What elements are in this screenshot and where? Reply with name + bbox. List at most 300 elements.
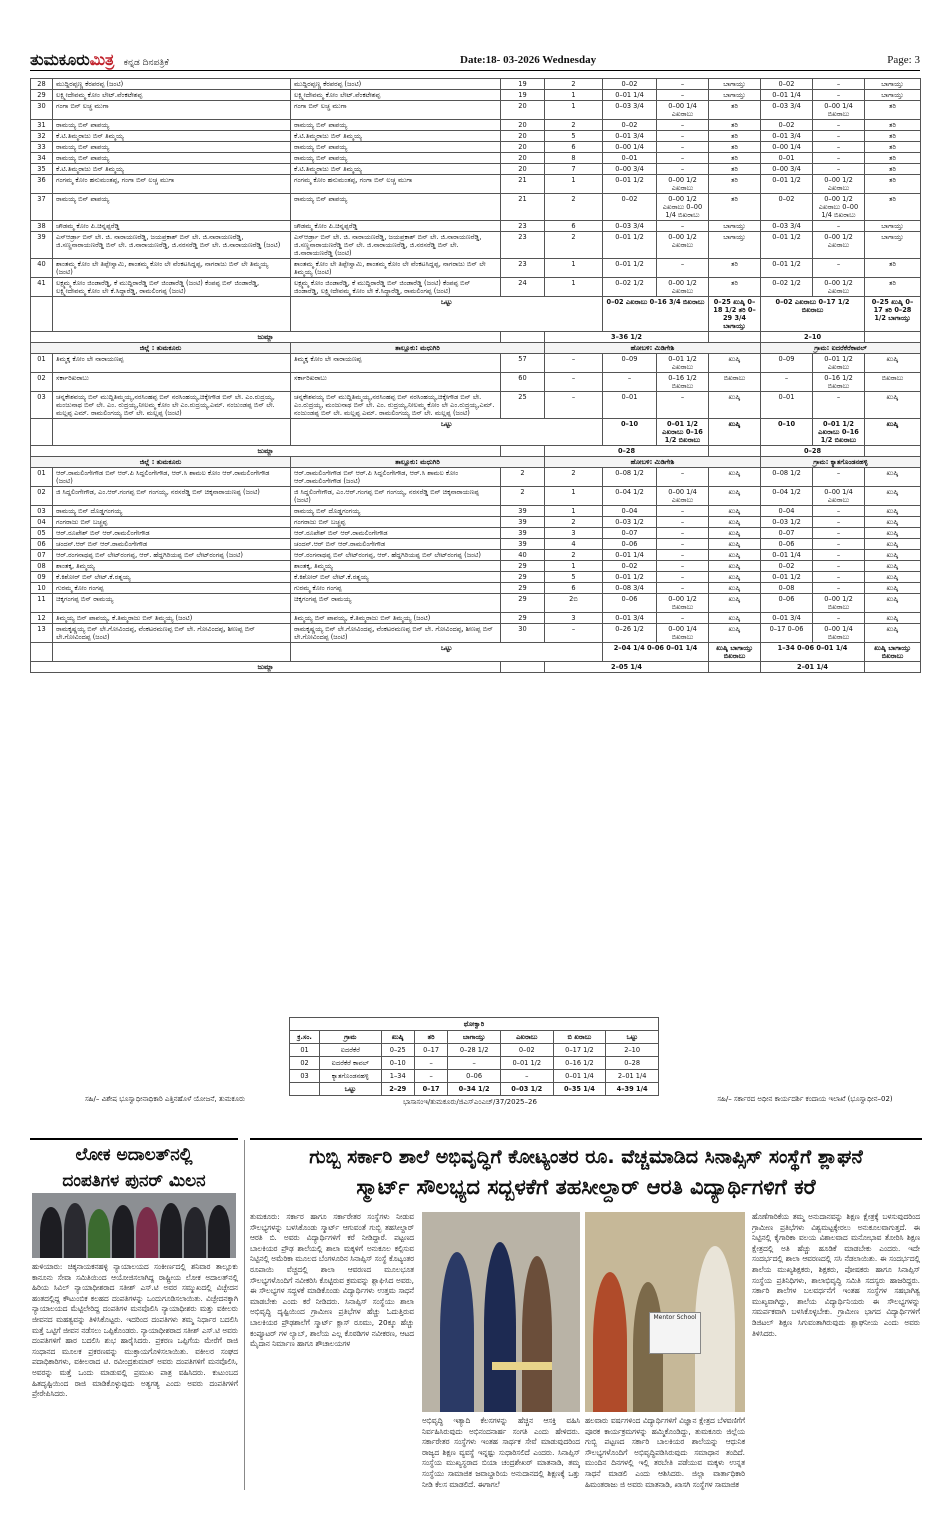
signature-right: ಸಹಿ/– ಸರ್ಕಾರದ ಅಧೀನ ಕಾರ್ಯದರ್ಶಿ ಕಂದಾಯ ಇಲಾಖೆ (ಭೂಸ್ವಾಧೀನ–02) [717, 1095, 893, 1103]
table-cell: 29 [31, 90, 53, 101]
table-cell: – [813, 259, 865, 278]
table-cell: 1 [545, 561, 603, 572]
masthead [30, 50, 920, 71]
table-cell: – [813, 561, 865, 572]
summary-cell: 03 [290, 1070, 320, 1083]
summary-cell: – [448, 1057, 501, 1070]
table-cell [501, 332, 545, 343]
table-cell: 39 [501, 517, 545, 528]
table-cell: 60 [501, 373, 545, 392]
table-cell: ಕೆ.ಟಿ.ತಿಮ್ಮರಾಜು ಬಿನ್ ತಿಮ್ಮಯ್ಯ [53, 131, 291, 142]
table-cell: 20 [501, 142, 545, 153]
table-cell: ತರಿ [865, 101, 921, 120]
table-cell: 7 [545, 164, 603, 175]
table-row [31, 120, 921, 131]
table-cell: – [657, 583, 709, 594]
table-cell: ಚಿಕ್ಕಗಂಗಪ್ಪ ಬಿನ್ ರಾಮಯ್ಯ [53, 594, 291, 613]
table-cell: 0–10 [761, 419, 813, 446]
table-row [31, 354, 921, 373]
table-cell: 23 [501, 221, 545, 232]
table-cell: 19 [501, 79, 545, 90]
table-cell [53, 643, 291, 662]
table-cell: 29 [501, 613, 545, 624]
table-cell: 12 [31, 613, 53, 624]
table-cell: 13 [31, 624, 53, 643]
table-cell: 0–08 [761, 583, 813, 594]
district-label: ಜಿಲ್ಲೆ : ತುಮಕೂರು [31, 457, 291, 468]
grand-total-value: 3–36 1/2 [545, 332, 709, 343]
table-cell: 2–04 1/4 0–06 0–01 1/4 [603, 643, 709, 662]
table-cell: 0–01 1/2 [761, 572, 813, 583]
table-cell: ಚೌಡಮ್ಮ ಕೋಂ ಪಿ.ಚಿನ್ನಪ್ಪರೆಡ್ಡಿ [53, 221, 291, 232]
table-cell: ಖುಷ್ಕಿ ಬಾಗಾಯ್ತು ಬಿಖರಾಬು [709, 643, 761, 662]
table-cell: ತರಿ [709, 194, 761, 221]
table-cell: 0–09 [761, 354, 813, 373]
grand-total-value: 0–28 [545, 446, 709, 457]
table-cell: 1 [545, 487, 603, 506]
table-cell: ಬಾಗಾಯ್ತು [709, 232, 761, 259]
summary-cell: ಎಖರಾಬು [500, 1031, 553, 1044]
table-row [31, 528, 921, 539]
table-cell: 2 [545, 120, 603, 131]
table-cell: ರಾಮಯ್ಯ ಬಿನ್ ಪಾಪಯ್ಯ [53, 194, 291, 221]
section-header-row [31, 343, 921, 354]
table-cell: 0–00 1/2 ಎಖರಾಬು [813, 232, 865, 259]
table-cell: – [657, 613, 709, 624]
taluk-label: ತಾಲ್ಲೂಕು: ಮಧುಗಿರಿ [291, 343, 545, 354]
table-cell: ಖುಷ್ಕಿ [865, 624, 921, 643]
table-row [31, 221, 921, 232]
table-cell: 0–01 1/2 [761, 175, 813, 194]
land-acquisition-table [30, 78, 921, 673]
table-cell: ತಿಮ್ಮಯ್ಯ ಬಿನ್ ಪಾಪಯ್ಯ, ಕೆ.ತಿಮ್ಮರಾಜು ಬಿನ್ ತಿಮ್ಮಯ್ಯ (ಜಂಟಿ) [53, 613, 291, 624]
summary-cell: 0–28 [606, 1057, 659, 1070]
table-cell: ತರಿ [865, 194, 921, 221]
summary-cell: ಕ್ರ.ಸಂ. [290, 1031, 320, 1044]
table-cell: ಖುಷ್ಕಿ [865, 354, 921, 373]
table-cell: 0–10 [603, 419, 657, 446]
table-cell: 0–00 1/2 ಎಖರಾಬು [813, 278, 865, 297]
table-cell: – [657, 539, 709, 550]
table-cell [31, 419, 53, 446]
table-cell: 0–01 1/2 [761, 259, 813, 278]
table-cell: ಕೆ.ಕಿಶೋರ್ ಬಿನ್ ಲೇಟ್.ಕೆ.ರತ್ನಯ್ಯ [53, 572, 291, 583]
table-cell: 40 [501, 550, 545, 561]
article1-body: ಹುಳಿಯಾರು: ಚಿಕ್ಕನಾಯಕನಹಳ್ಳಿ ನ್ಯಾಯಾಲಯದ ಸಂಕೀರ್ಣದಲ್ಲಿ ಶನಿವಾರ ತಾಲ್ಲೂಕು ಕಾನೂನು ಸೇವಾ ಸಮಿತಿಯಿಂದ ಆಯೋಜಿಸಲಾಗಿದ್ದ ರಾಷ್ಟ್ರೀಯ ಲೋಕ ಅದಾಲತ್‌ನಲ್ಲಿ ಹಿರಿಯ ಸಿವಿಲ್ ನ್ಯಾಯಾಧೀಶರಾದ ಸತೀಶ್ ಎಸ್.ಟಿ ಅವರ ಸಮ್ಮುಖದಲ್ಲಿ ವಿಚ್ಛೇದನ ಹಂತದಲ್ಲಿದ್ದ ಕೌಟುಂಬಿಕ ಕಲಹದ ದಂಪತಿಗಳನ್ನು ಒಂದುಗೂಡಿಸಲಾಯಿತು. ವಿಚ್ಛೇದನಕ್ಕಾಗಿ ನ್ಯಾಯಾಲಯದ ಮೆಟ್ಟಿಲೇರಿದ್ದ ದಂಪತಿಗಳ ಮನವೊಲಿಸಿ ನ್ಯಾಯಾಧೀಶರು ಮತ್ತು ವಕೀಲರು ಜೀವನದ ಮಹತ್ವವನ್ನು ತಿಳಿಸಿಕೊಟ್ಟರು. ಇದರಿಂದ ದಂಪತಿಗಳು ತಮ್ಮ ನಿರ್ಧಾರ ಬದಲಿಸಿ ಮತ್ತೆ ಒಟ್ಟಿಗೆ ಜೀವನ ನಡೆಸಲು ಒಪ್ಪಿಕೊಂಡರು. ನ್ಯಾಯಾಧೀಶರಾದ ಸತೀಶ್ ಎಸ್.ಟಿ ಅವರು ದಂಪತಿಗಳಿಗೆ ಹಾರ ಬದಲಿಸಿ ಶುಭ ಹಾರೈಸಿದರು. ಪ್ರಕರಣ ಒಪ್ಪಿಗೆಯ ಮೇರೆಗೆ ರಾಜಿ ಸಂಧಾನದ ಮೂಲಕ ಪ್ರಕರಣವನ್ನು ಮುಕ್ತಾಯಗೊಳಿಸಲಾಯಿತು. ವಕೀಲರ ಸಂಘದ ಪದಾಧಿಕಾರಿಗಳು, ವಕೀಲರಾದ ಟಿ. ರವೀಂದ್ರಕುಮಾರ್ ಅವರು ದಂಪತಿಗಳಿಗೆ ಮನವೊಲಿಸಿ, ಅವರನ್ನು ಮತ್ತೆ ಒಂದು ಮಾಡುವಲ್ಲಿ ಪ್ರಮುಖ ಪಾತ್ರ ವಹಿಸಿದರು. ಕುಟುಂಬದ ಹಿತದೃಷ್ಟಿಯಿಂದ ರಾಜಿ ಮಾಡಿಕೊಳ್ಳುವುದು ಅತ್ಯಗತ್ಯ ಎಂದು ಅವರು ದಂಪತಿಗಳಿಗೆ ಪ್ರೇರೇಪಿಸಿದರು. [32, 1262, 238, 1399]
table-row [31, 561, 921, 572]
table-cell: ಖುಷ್ಕಿ [709, 613, 761, 624]
table-cell: 0–02 [761, 194, 813, 221]
table-cell: ಆರ್.ರೂಪೇಶ್ ಬಿನ್ ಆರ್.ರಾಮಲಿಂಗೇಗೌಡ [53, 528, 291, 539]
table-cell: ರಾಮಯ್ಯ ಬಿನ್ ದೊಡ್ಡಗಂಗಯ್ಯ [53, 506, 291, 517]
table-row [31, 583, 921, 594]
total-label: ಒಟ್ಟು [291, 419, 603, 446]
table-cell: 0–06 [761, 594, 813, 613]
table-cell: ಜಿ ಸಿದ್ದಲಿಂಗೇಗೌಡ, ಎಂ.ಆರ್.ಗಂಗಪ್ಪ ಬಿನ್ ಗಂಗಯ್ಯ, ನರಸರೆಡ್ಡಿ ಬಿನ್ ಚಿಕ್ಕನಾರಾಯಣಪ್ಪ (ಜಂಟಿ) [291, 487, 501, 506]
table-cell: 24 [501, 278, 545, 297]
grand-total-row [31, 662, 921, 673]
table-cell: ಕೆ.ಟಿ.ತಿಮ್ಮರಾಜು ಬಿನ್ ತಿಮ್ಮಯ್ಯ [291, 164, 501, 175]
table-cell: ಆರ್.ರಂಗನಾಥಪ್ಪ ಬಿನ್ ಲೇಟ್‌ರಂಗಪ್ಪ, ಆರ್. ಹೆದ್ದಗಿರಿಯಪ್ಪ ಬಿನ್ ಲೇಟ್‌ರಂಗಪ್ಪ (ಜಂಟಿ) [291, 550, 501, 561]
table-cell: 0–01 1/4 [603, 90, 657, 101]
table-cell: 1 [545, 175, 603, 194]
summary-cell: ಐದರೆಕೆರೆ [320, 1044, 381, 1057]
table-row [31, 90, 921, 101]
logo-accent: ಮಿತ್ರ [89, 50, 115, 69]
table-cell: ರಾಮಯ್ಯ ಬಿನ್ ಪಾಪಯ್ಯ [53, 142, 291, 153]
table-cell: – [657, 468, 709, 487]
table-cell: – [545, 354, 603, 373]
summary-cell: ಕ್ಯಾತಗೊಂಡನಹಳ್ಳಿ [320, 1070, 381, 1083]
table-cell: ಗಂಗಾ ಬಿನ್ ಲಚ್ಚ ಮುಗಾ [53, 101, 291, 120]
table-cell: ಶಾಂತಕ್ಕ, ತಿಮ್ಮಯ್ಯ [291, 561, 501, 572]
table-cell: 0–02 [603, 194, 657, 221]
table-cell: 38 [31, 221, 53, 232]
board-sign: Mentor School [649, 1312, 701, 1354]
table-cell: ಬಿಖರಾಬು [865, 373, 921, 392]
table-cell: ಖುಷ್ಕಿ [865, 468, 921, 487]
article2-headline-line2: ಸ್ಮಾರ್ಟ್ ಸೌಲಭ್ಯದ ಸದ್ಬಳಕೆಗೆ ತಹಸೀಲ್ದಾರ್ ಆರತಿ ವಿದ್ಯಾರ್ಥಿಗಳಿಗೆ ಕರೆ [356, 1175, 816, 1199]
table-cell: ರಾಮಯ್ಯ ಬಿನ್ ಪಾಪಯ್ಯ [53, 153, 291, 164]
summary-row [290, 1044, 659, 1057]
table-cell: ರಾಮಕೃಷ್ಣಯ್ಯ ಬಿನ್ ಲೇ.ಗೋವಿಂದಪ್ಪ, ವೆಂಕಟರಮಣಪ್ಪ ಬಿನ್ ಲೇ. ಗೋವಿಂದಪ್ಪ, ಶೀಣಪ್ಪ ಬಿನ್ ಲೇ.ಗೋವಿಂದಪ್ಪ (ಜಂಟಿ) [291, 624, 501, 643]
table-cell: 0–01 [603, 392, 657, 419]
table-cell: 0–06 [761, 539, 813, 550]
table-cell [709, 332, 761, 343]
table-cell: ಖುಷ್ಕಿ [709, 392, 761, 419]
table-cell: 0–26 1/2 [603, 624, 657, 643]
summary-title-row [290, 1018, 659, 1031]
article2-col3: ಹಲವಾರು ವರ್ಷಗಳಿಂದ ವಿದ್ಯಾರ್ಥಿಗಳಿಗೆ ವಿಜ್ಞಾನ ಕ್ಷೇತ್ರದ ಬೆಳವಣಿಗೆಗೆ ಪೂರಕ ಕಾರ್ಯಕ್ರಮಗಳನ್ನು ಹಮ್ಮಿಕೊಂಡಿದ್ದು, ತುಮಕೂರು ಜಿಲ್ಲೆಯ ಗುಬ್ಬಿ ಪಟ್ಟಣದ ಸರ್ಕಾರಿ ಬಾಲಕಿಯರ ಶಾಲೆಯನ್ನು ಆಧುನಿಕ ಸೌಲಭ್ಯಗಳೊಂದಿಗೆ ಅಭಿವೃದ್ಧಿಪಡಿಸಿರುವುದು ಸಮಾಧಾನ ತಂದಿದೆ. ಮುಂದಿನ ದಿನಗಳಲ್ಲಿ ಇಲ್ಲಿ ತರಬೇತಿ ಪಡೆಯುವ ಮಕ್ಕಳು ಉನ್ನತ ಸಾಧನೆ ಮಾಡಲಿ ಎಂದು ಆಶಿಸಿದರು. ಜಿಲ್ಲಾ ವಾರ್ತಾಧಿಕಾರಿ ಹಿಮಂತರಾಜು ಜಿ ಅವರು ಮಾತನಾಡಿ, ಖಾಸಗಿ ಸಂಸ್ಥೆಗಳ ಸಾಮಾಜಿಕ [585, 1416, 745, 1489]
summary-title: ಥೋಕ್ವಾರಿ [290, 1018, 659, 1031]
table-cell: 0–02 1/2 [761, 278, 813, 297]
table-cell: 06 [31, 539, 53, 550]
table-cell: ತರಿ [865, 120, 921, 131]
table-cell: ಬಾಗಾಯ್ತು [865, 79, 921, 90]
table-cell: 0–04 1/2 [603, 487, 657, 506]
summary-row [290, 1057, 659, 1070]
table-cell: – [813, 550, 865, 561]
table-cell: 0–01 1/4 [761, 550, 813, 561]
table-cell: 1 [545, 259, 603, 278]
table-cell: 0–16 1/2 ಬಿಖರಾಬು [657, 373, 709, 392]
table-cell: 1 [545, 101, 603, 120]
table-cell: ಖುಷ್ಕಿ [865, 506, 921, 517]
table-cell: 23 [501, 259, 545, 278]
table-cell: 20 [501, 131, 545, 142]
table-cell: ಖುಷ್ಕಿ [865, 594, 921, 613]
table-cell: ಗುರಮ್ಮ ಕೋಂ ಗಂಗಪ್ಪ [53, 583, 291, 594]
table-cell: ಸರ್ಕಾರಿಖರಾಬು [291, 373, 501, 392]
table-cell: ರಾಮಯ್ಯ ಬಿನ್ ಪಾಪಯ್ಯ [53, 120, 291, 131]
table-cell: 57 [501, 354, 545, 373]
summary-cell: – [414, 1070, 447, 1083]
table-cell: – [657, 90, 709, 101]
table-cell: 02 [31, 487, 53, 506]
table-cell: 34 [31, 153, 53, 164]
article2-col4: ಹೊಣೆಗಾರಿಕೆಯ ತಮ್ಮ ಅನುದಾನವನ್ನು ಶಿಕ್ಷಣ ಕ್ಷೇತ್ರಕ್ಕೆ ಬಳಸುವುದರಿಂದ ಗ್ರಾಮೀಣ ಪ್ರತಿಭೆಗಳು ವಿಶ್ವಮಟ್ಟಕ್ಕೇರಲು ಅನುಕೂಲವಾಗುತ್ತದೆ. ಈ ನಿಟ್ಟಿನಲ್ಲಿ ಕೈಗಾರಿಕಾ ವಲಯ ವಿಶಾಲವಾದ ಮನೋಭಾವ ತೋರಿಸಿ ಶಿಕ್ಷಣ ಕ್ಷೇತ್ರದಲ್ಲಿ ಅತಿ ಹೆಚ್ಚು ಹೂಡಿಕೆ ಮಾಡಬೇಕು ಎಂದರು. ಇದೇ ಸಂದರ್ಭದಲ್ಲಿ ಶಾಲಾ ಆವರಣದಲ್ಲಿ ಸಸಿ ನೆಡಲಾಯಿತು. ಈ ಸಂದರ್ಭದಲ್ಲಿ ಶಾಲೆಯ ಮುಖ್ಯಶಿಕ್ಷಕರು, ಶಿಕ್ಷಕರು, ಪೋಷಕರು ಹಾಗೂ ಸಿನಾಪ್ಸಿಸ್ ಸಂಸ್ಥೆಯ ಪ್ರತಿನಿಧಿಗಳು, ಶಾಲಾಭಿವೃದ್ಧಿ ಸಮಿತಿ ಸದಸ್ಯರು ಹಾಜರಿದ್ದರು. ಸರ್ಕಾರಿ ಶಾಲೆಗಳ ಬಲವರ್ಧನೆಗೆ ಇಂತಹ ಸಂಸ್ಥೆಗಳ ಸಹಭಾಗಿತ್ವ ಮುಖ್ಯವಾಗಿದ್ದು, ಶಾಲೆಯ ವಿದ್ಯಾರ್ಥಿನಿಯರು ಈ ಸೌಲಭ್ಯಗಳನ್ನು ಸಮರ್ಪಕವಾಗಿ ಬಳಸಿಕೊಳ್ಳಬೇಕು. ಗ್ರಾಮೀಣ ಭಾಗದ ವಿದ್ಯಾರ್ಥಿಗಳಿಗೆ ಡಿಜಿಟಲ್ ಶಿಕ್ಷಣ ಸಿಗುವಂತಾಗಿರುವುದು ಶ್ಲಾಘನೀಯ ಎಂದು ಅವರು ತಿಳಿಸಿದರು. [752, 1212, 920, 1338]
table-cell: ಲಕ್ಷ್ಮೀದೇವಮ್ಮ ಕೋಂ ಲೇಟ್.ವೆಂಕಟೇಶಪ್ಪ [53, 90, 291, 101]
summary-total-row [290, 1083, 659, 1096]
table-cell: ತರಿ [865, 142, 921, 153]
grand-total-label: ಜುಮ್ಲಾ [31, 446, 501, 457]
table-cell: 29 [501, 594, 545, 613]
table-cell: – [657, 79, 709, 90]
table-cell: 39 [31, 232, 53, 259]
table-cell [31, 643, 53, 662]
table-cell: – [657, 164, 709, 175]
table-cell: ಬಾಗಾಯ್ತು [709, 221, 761, 232]
table-cell: 0–00 1/4 ಎಖರಾಬು [813, 487, 865, 506]
table-row [31, 392, 921, 419]
table-cell: ಗಂಗರಾಜು ಬಿನ್ ಬಚ್ಚಪ್ಪ [53, 517, 291, 528]
table-cell: 03 [31, 506, 53, 517]
table-cell: ತರಿ [865, 175, 921, 194]
table-cell: 0–01 1/2 ಎಖರಾಬು [813, 354, 865, 373]
table-row [31, 232, 921, 259]
table-cell: ಕೆ.ಟಿ.ತಿಮ್ಮರಾಜು ಬಿನ್ ತಿಮ್ಮಯ್ಯ [291, 131, 501, 142]
table-row [31, 278, 921, 297]
table-row [31, 164, 921, 175]
table-cell: 40 [31, 259, 53, 278]
table-cell: ಆರ್.ರಂಗನಾಥಪ್ಪ ಬಿನ್ ಲೇಟ್‌ರಂಗಪ್ಪ, ಆರ್. ಹೆದ್ದಗಿರಿಯಪ್ಪ ಬಿನ್ ಲೇಟ್‌ರಂಗಪ್ಪ (ಜಂಟಿ) [53, 550, 291, 561]
table-cell: ಗಂಗರಾಜು ಬಿನ್ ಬಚ್ಚಪ್ಪ [291, 517, 501, 528]
table-cell: 0–01 3/4 [761, 613, 813, 624]
table-row [31, 153, 921, 164]
table-cell: ರಾಮಯ್ಯ ಬಿನ್ ಪಾಪಯ್ಯ [291, 120, 501, 131]
table-row [31, 539, 921, 550]
table-cell: 0–01 3/4 [603, 613, 657, 624]
table-cell: – [813, 90, 865, 101]
table-cell: 0–01 3/4 [761, 131, 813, 142]
table-cell: 6 [545, 583, 603, 594]
table-cell: 0–00 1/2 ಎಖರಾಬು 0–00 1/4 ಬಿಖರಾಬು [657, 194, 709, 221]
table-cell: 0–04 [603, 506, 657, 517]
table-cell: 0–02 [761, 561, 813, 572]
table-cell: ಮುದ್ದಿರಪ್ಪಣ್ಣ ಕೆರಪರಪ್ಪ (ಜಂಟಿ) [53, 79, 291, 90]
table-cell: ಲಕ್ಷ್ಮೀದೇವಮ್ಮ ಕೋಂ ಲೇಟ್.ವೆಂಕಟೇಶಪ್ಪ [291, 90, 501, 101]
table-cell: ಖುಷ್ಕಿ [865, 550, 921, 561]
table-cell: – [657, 506, 709, 517]
table-cell: ಗಂಗಾ ಬಿನ್ ಲಚ್ಚ ಮುಗಾ [291, 101, 501, 120]
issue-date: Date:18- 03-2026 Wednesday [460, 54, 597, 66]
table-cell: 0–00 1/4 ಬಿಖರಾಬು [813, 624, 865, 643]
summary-cell: ಐದರೆಕೆರೆ ಕಾವಲ್ [320, 1057, 381, 1070]
district-label: ಜಿಲ್ಲೆ : ತುಮಕೂರು [31, 343, 291, 354]
table-cell: 0–03 3/4 [603, 101, 657, 120]
table-cell: ರಾಮಕೃಷ್ಣಯ್ಯ ಬಿನ್ ಲೇ.ಗೋವಿಂದಪ್ಪ, ವೆಂಕಟರಮಣಪ್ಪ ಬಿನ್ ಲೇ. ಗೋವಿಂದಪ್ಪ, ಶೀಣಪ್ಪ ಬಿನ್ ಲೇ.ಗೋವಿಂದಪ್ಪ (ಜಂಟಿ) [53, 624, 291, 643]
table-cell: ಜಿ ಸಿದ್ದಲಿಂಗೇಗೌಡ, ಎಂ.ಆರ್.ಗಂಗಪ್ಪ ಬಿನ್ ಗಂಗಯ್ಯ, ನರಸರೆಡ್ಡಿ ಬಿನ್ ಚಿಕ್ಕನಾರಾಯಣಪ್ಪ (ಜಂಟಿ) [53, 487, 291, 506]
article1-headline-line1: ಲೋಕ ಅದಾಲತ್‌ನಲ್ಲಿ [75, 1145, 193, 1165]
table-row [31, 259, 921, 278]
village-label: ಗ್ರಾಮ: ಕ್ಯಾತಗೊಂಡನಹಳ್ಳಿ [761, 457, 921, 468]
table-cell [501, 446, 545, 457]
table-cell: 07 [31, 550, 53, 561]
table-cell: 2 [545, 468, 603, 487]
table-row [31, 613, 921, 624]
table-cell [53, 297, 291, 332]
summary-cell: 0–28 1/2 [448, 1044, 501, 1057]
table-cell: 31 [31, 120, 53, 131]
table-cell: ಖುಷ್ಕಿ [865, 561, 921, 572]
table-cell: ಮುದ್ದಿರಪ್ಪಣ್ಣ ಕೆರಪರಪ್ಪ (ಜಂಟಿ) [291, 79, 501, 90]
table-cell: 0–07 [761, 528, 813, 539]
grand-total-value: 0–28 [761, 446, 865, 457]
table-cell: 0–03 3/4 [603, 221, 657, 232]
table-cell: 30 [31, 101, 53, 120]
table-cell: – [545, 392, 603, 419]
table-cell: 11 [31, 594, 53, 613]
table-cell [865, 662, 921, 673]
summary-cell: ಒಟ್ಟು [606, 1031, 659, 1044]
table-cell: – [657, 259, 709, 278]
table-cell: 6 [545, 221, 603, 232]
table-cell: ಗುರಮ್ಮ ಕೋಂ ಗಂಗಪ್ಪ [291, 583, 501, 594]
table-cell: – [813, 572, 865, 583]
table-cell: 0–01 1/2 ಎಖರಾಬು 0–16 1/2 ಬಿಖರಾಬು [813, 419, 865, 446]
article2-col1: ತುಮಕೂರು: ಸರ್ಕಾರ ಹಾಗೂ ಸರ್ಕಾರೇತರ ಸಂಸ್ಥೆಗಳು ನೀಡುವ ಸೌಲಭ್ಯಗಳನ್ನು ಬಳಸಿಕೊಂಡು ಸ್ಮಾರ್ಟ್ ಆಗುವಂತೆ ಗುಬ್ಬಿ ತಹಸೀಲ್ದಾರ್ ಆರತಿ ಬಿ. ಅವರು ವಿದ್ಯಾರ್ಥಿಗಳಿಗೆ ಕರೆ ನೀಡಿದ್ದಾರೆ. ಪಟ್ಟಣದ ಬಾಲಕಿಯರ ಪ್ರೌಢ ಶಾಲೆಯಲ್ಲಿ ಶಾಲಾ ಮಕ್ಕಳಿಗೆ ಅನುಕೂಲ ಕಲ್ಪಿಸುವ ನಿಟ್ಟಿನಲ್ಲಿ ಅಮೆರಿಕಾ ಮೂಲದ ಬೆಂಗಳೂರಿನ ಸಿನಾಪ್ಸಿಸ್ ಸಂಸ್ಥೆ ಕೊಟ್ಯಂತರ ರೂಪಾಯಿ ವೆಚ್ಚದಲ್ಲಿ ಶಾಲಾ ಆವರಣದ ಮೂಲಭೂತ ಸೌಲಭ್ಯಗಳೊಂದಿಗೆ ನವೀಕರಿಸಿ ಕೊಟ್ಟಿರುವ ಕ್ರಮವನ್ನು ಶ್ಲಾಘಿಸಿದ ಅವರು, ಈ ಸೌಲಭ್ಯಗಳ ಸದ್ಬಳಕೆ ಮಾಡಿಕೊಂಡು ವಿದ್ಯಾರ್ಥಿಗಳು ಉತ್ತಮ ಸಾಧನೆ ಮಾಡಬೇಕು ಎಂದು ಕರೆ ನೀಡಿದರು. ಸಿನಾಪ್ಸಿಸ್ ಸಂಸ್ಥೆಯು ಶಾಲಾ ಅಭಿವೃದ್ಧಿ ದೃಷ್ಟಿಯಿಂದ ಗ್ರಾಮೀಣ ಪ್ರತಿಭೆಗಳ ಹೆಚ್ಚು ಓದುತ್ತಿರುವ ಬಾಲಕಿಯರ ಪ್ರೌಢಶಾಲೆಗೆ ಸ್ಮಾರ್ಟ್ ಕ್ಲಾಸ್ ರೂಮು, 20ಕ್ಕೂ ಹೆಚ್ಚು ಕಂಪ್ಯೂಟರ್ ಗಳ ಲ್ಯಾಬ್, ಶಾಲೆಯ ಎಲ್ಲ ಕೊಠಡಿಗಳ ನವೀಕರಣ, ಆಟದ ಮೈದಾನ ನಿರ್ಮಾಣ ಹಾಗೂ ಶೌಚಾಲಯಗಳ [250, 1212, 414, 1349]
table-cell: – [813, 142, 865, 153]
table-row [31, 79, 921, 90]
summary-cell: – [500, 1070, 553, 1083]
table-cell: 2 [501, 487, 545, 506]
table-cell: 33 [31, 142, 53, 153]
table-cell: 2 [545, 517, 603, 528]
table-cell: 21 [501, 175, 545, 194]
table-cell: ಬಾಗಾಯ್ತು [865, 90, 921, 101]
table-cell: ಕೆ.ಕಿಶೋರ್ ಬಿನ್ ಲೇಟ್.ಕೆ.ರತ್ನಯ್ಯ [291, 572, 501, 583]
table-cell: 0–02 1/2 [603, 278, 657, 297]
summary-cell [290, 1083, 320, 1096]
table-cell: ಖುಷ್ಕಿ [709, 624, 761, 643]
summary-cell: ಒಟ್ಟು [320, 1083, 381, 1096]
table-cell: 0–03 3/4 [761, 101, 813, 120]
summary-cell: 1–34 [381, 1070, 414, 1083]
summary-cell: 2–01 1/4 [606, 1070, 659, 1083]
table-cell: – [813, 539, 865, 550]
table-cell: 21 [501, 194, 545, 221]
table-cell: 3 [545, 613, 603, 624]
table-cell: 39 [501, 506, 545, 517]
table-cell: ಖುಷ್ಕಿ [709, 528, 761, 539]
summary-cell: 0–02 [500, 1044, 553, 1057]
table-cell: 2 [545, 79, 603, 90]
table-cell [501, 662, 545, 673]
table-cell: ಎಸ್‌ಆರ್ಡ್ರಾ ಬಿನ್ ಲೇ. ಜಿ. ನಾರಾಯಣರೆಡ್ಡಿ, ಜಯಪ್ರಕಾಶ್ ಬಿನ್ ಲೇ. ಜಿ.ನಾರಾಯಣರೆಡ್ಡಿ, ಜಿ.ಸಣ್ಣನಾರಾಯಣರೆಡ್ಡಿ ಬಿನ್ ಲೇ. ಜಿ.ನಾರಾಯಣರೆಡ್ಡಿ, ಜಿ.ನರಸರೆಡ್ಡಿ ಬಿನ್ ಲೇ. ಜಿ.ನಾರಾಯಣರೆಡ್ಡಿ (ಜಂಟಿ) [53, 232, 291, 259]
table-cell: 30 [501, 624, 545, 643]
table-cell: ಖುಷ್ಕಿ [709, 539, 761, 550]
table-cell: – [657, 142, 709, 153]
table-cell: ಖುಷ್ಕಿ [709, 594, 761, 613]
table-cell: 0–06 [603, 594, 657, 613]
total-row [31, 297, 921, 332]
total-row [31, 643, 921, 662]
table-row [31, 572, 921, 583]
table-cell: ತರಿ [865, 131, 921, 142]
table-cell: – [813, 517, 865, 528]
table-cell: – [813, 79, 865, 90]
summary-cell: 0–17 [414, 1044, 447, 1057]
summary-cell: 0–25 [381, 1044, 414, 1057]
table-cell: 0–00 1/2 ಎಖರಾಬು [657, 278, 709, 297]
table-cell: ಚಂದನ್.ಆರ್ ಬಿನ್ ಆರ್.ರಾಮಲಿಂಗೇಗೌಡ [291, 539, 501, 550]
table-cell: 0–02 [761, 120, 813, 131]
table-cell: 0–02 ಎಖರಾಬು 0–17 1/2 ಬಿಖರಾಬು [761, 297, 865, 332]
table-cell: – [603, 373, 657, 392]
table-cell: ಬಾಗಾಯ್ತು [709, 90, 761, 101]
table-cell: ಚೌಡಮ್ಮ ಕೋಂ ಪಿ.ಚಿನ್ನಪ್ಪರೆಡ್ಡಿ [291, 221, 501, 232]
table-row [31, 550, 921, 561]
table-cell: 0–01 1/2 [603, 232, 657, 259]
table-cell: ಕೆ.ಟಿ.ತಿಮ್ಮರಾಜು ಬಿನ್ ತಿಮ್ಮಯ್ಯ [53, 164, 291, 175]
summary-cell: 01 [290, 1044, 320, 1057]
table-cell: 37 [31, 194, 53, 221]
table-cell: ತರಿ [709, 120, 761, 131]
table-cell: 5 [545, 131, 603, 142]
table-cell: 0–08 3/4 [603, 583, 657, 594]
table-cell: – [761, 373, 813, 392]
table-cell: ಗಂಗಮ್ಮ ಕೋಂ ಹನುಮಂತಪ್ಪ, ಗಂಗಾ ಬಿನ್ ಲಚ್ಚ ಮುಗಾ [53, 175, 291, 194]
summary-cell: – [414, 1057, 447, 1070]
table-cell: ಖುಷ್ಕಿ [709, 506, 761, 517]
table-cell: ಆರ್.ರಾಮಲಿಂಗೇಗೌಡ ಬಿನ್ ಆರ್.ಪಿ ಸಿದ್ದಲಿಂಗೇಗೌಡ, ಆರ್.ಸಿ ಶಾಮಲ ಕೋಂ ಆರ್.ರಾಮಲಿಂಗೇಗೌಡ (ಜಂಟಿ) [53, 468, 291, 487]
table-cell: – [545, 624, 603, 643]
section-header-row [31, 457, 921, 468]
table-cell: 0–02 ಎಖರಾಬು 0–16 3/4 ಬಿಖರಾಬು [603, 297, 709, 332]
table-cell: ಚಂದನ್.ಆರ್ ಬಿನ್ ಆರ್.ರಾಮಲಿಂಗೇಗೌಡ [53, 539, 291, 550]
table-cell: 0–08 1/2 [761, 468, 813, 487]
table-cell: 0–25 ಖುಷ್ಕಿ 0–17 ತರಿ 0–28 1/2 ಬಾಗಾಯ್ತು [865, 297, 921, 332]
table-cell: ಖುಷ್ಕಿ [865, 487, 921, 506]
summary-cell: ಗ್ರಾಮ [320, 1031, 381, 1044]
notification-number: ಭಾಸಾಸಂಇ/ತುಮಕೂರು/ಜಿಎಸ್‌ಎಂಎಚ್/37/2025–26 [403, 1098, 537, 1106]
table-cell: 2 [545, 194, 603, 221]
table-cell: ಲಕ್ಷ್ಮಮ್ಮ ಕೋಂ ಜಿಂಡಾರೆಡ್ಡಿ, ಕೆ ಮುದ್ದಿರಾರೆಡ್ಡಿ ಬಿನ್ ಜಿಂಡಾರೆಡ್ಡಿ (ಜಂಟಿ) ಕೆಂಪಪ್ಪ ಬಿನ್ ಜಿಂಡಾರೆಡ್ಡಿ, ಲಕ್ಷ್ಮೀದೇವಮ್ಮ ಕೋಂ ಲೇ ಕೆ.ಸಿದ್ದಾರೆಡ್ಡಿ, ರಾಮಲಿಂಗಪ್ಪ (ಜಂಟಿ) [53, 278, 291, 297]
table-cell: ಖುಷ್ಕಿ [865, 572, 921, 583]
table-cell: – [545, 373, 603, 392]
article1-headline [30, 1138, 238, 1192]
grand-total-row [31, 446, 921, 457]
table-cell: 0–00 1/4 ಎಖರಾಬು [657, 487, 709, 506]
summary-cell: 0–01 1/2 [500, 1057, 553, 1070]
table-cell: ಖುಷ್ಕಿ [865, 583, 921, 594]
table-cell: ತಿಮ್ಮಯ್ಯ ಬಿನ್ ಪಾಪಯ್ಯ, ಕೆ.ತಿಮ್ಮರಾಜು ಬಿನ್ ತಿಮ್ಮಯ್ಯ (ಜಂಟಿ) [291, 613, 501, 624]
table-cell: 0–04 1/2 [761, 487, 813, 506]
table-cell: ರಾಮಯ್ಯ ಬಿನ್ ಪಾಪಯ್ಯ [291, 194, 501, 221]
grand-total-value: 2–01 1/4 [761, 662, 865, 673]
grand-total-value: 2–10 [761, 332, 865, 343]
table-cell: 0–07 [603, 528, 657, 539]
summary-cell: 0–35 1/4 [553, 1083, 606, 1096]
summary-cell: 2–10 [606, 1044, 659, 1057]
table-cell: 23 [501, 232, 545, 259]
table-row [31, 468, 921, 487]
table-cell: 0–01 1/4 [761, 90, 813, 101]
summary-cell: 0–06 [448, 1070, 501, 1083]
article2-col2: ಅಭಿವೃದ್ಧಿ ಇತ್ಯಾದಿ ಕೆಲಸಗಳನ್ನು ಹೆಚ್ಚಿನ ಆಸಕ್ತಿ ವಹಿಸಿ ನಿರ್ವಹಿಸಿರುವುದು ಅಭಿನಂದನಾರ್ಹ ಸಂಗತಿ ಎಂದು ಹೇಳಿದರು. ಸರ್ಕಾರೇತರ ಸಂಸ್ಥೆಗಳು ಇಂತಹ ಸಾರ್ಥಕ ಸೇವೆ ಮಾಡುವುದರಿಂದ ರಾಜ್ಯದ ಶಿಕ್ಷಣ ವ್ಯವಸ್ಥೆ ಇನ್ನಷ್ಟು ಸುಧಾರಿಸಲಿದೆ ಎಂದರು. ಸಿನಾಪ್ಸಿಸ್ ಸಂಸ್ಥೆಯ ಮುಖ್ಯಸ್ಥರಾದ ಬಿಯಾ ಚಂದ್ರಶೇಖರ್ ಮಾತನಾಡಿ, ತಮ್ಮ ಸಂಸ್ಥೆಯು ಸಾಮಾಜಿಕ ಜವಾಬ್ದಾರಿಯ ಅನುದಾನದಲ್ಲಿ ಶಿಕ್ಷಣಕ್ಕೆ ಒತ್ತು ನೀಡಿ ಕೆಲಸ ಮಾಡಲಿದೆ. ಈಗಾಗಲೆ [422, 1416, 580, 1489]
table-cell: ಶಾಂತಮ್ಮ ಕೋಂ ಲೇ ತಿಪ್ಪೇಸ್ವಾಮಿ, ಶಾಂತಮ್ಮ ಕೋಂ ಲೇ ವೆಂಕಟಸಿದ್ದಪ್ಪ, ನಾಗರಾಜು ಬಿನ್ ಲೇ ತಿಮ್ಮಯ್ಯ (ಜಂಟಿ) [291, 259, 501, 278]
summary-cell: 0–16 1/2 [553, 1057, 606, 1070]
summary-cell: ಬಾಗಾಯ್ತು [448, 1031, 501, 1044]
table-cell [709, 662, 761, 673]
table-cell: 6 [545, 142, 603, 153]
table-cell: 8 [545, 153, 603, 164]
table-cell [31, 297, 53, 332]
table-cell: 36 [31, 175, 53, 194]
article1-headline-line2: ದಂಪತಿಗಳ ಪುನರ್ ಮಿಲನ [62, 1171, 206, 1191]
table-cell: ತರಿ [709, 259, 761, 278]
table-cell: ಖುಷ್ಕಿ [865, 528, 921, 539]
